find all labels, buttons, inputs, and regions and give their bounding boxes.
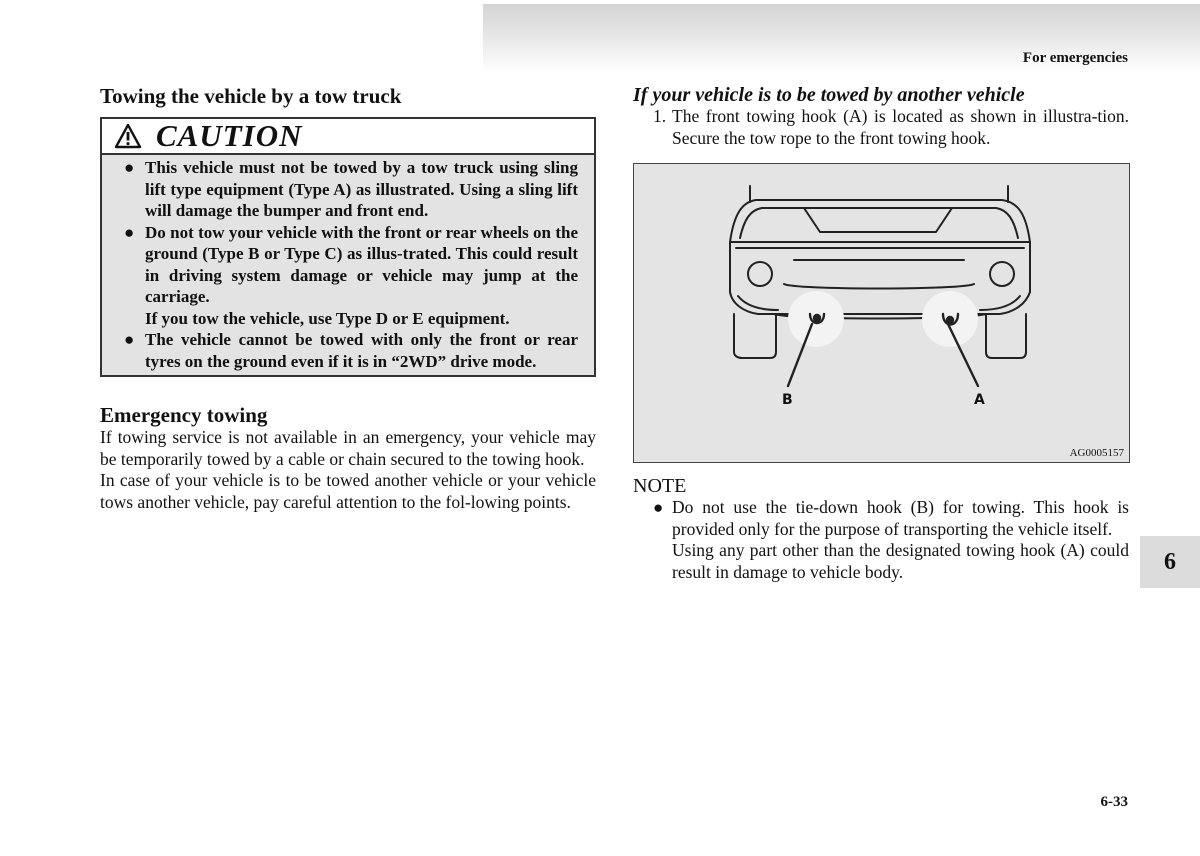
note-item-extra: Using any part other than the designated towing hook (A) could result in damage to vehicle body. bbox=[672, 540, 1129, 582]
page-number: 6-33 bbox=[1100, 794, 1128, 810]
warning-triangle-icon bbox=[114, 123, 142, 149]
caution-item bbox=[124, 222, 578, 330]
caution-list bbox=[102, 155, 594, 372]
note-title: NOTE bbox=[633, 475, 687, 497]
emergency-paragraph: If towing service is not available in an emergency, your vehicle may be temporarily towed by a cable or chain secured to the towing hook. bbox=[100, 427, 596, 469]
note-item bbox=[653, 497, 1129, 583]
vehicle-front-drawing bbox=[634, 164, 1129, 462]
caution-box bbox=[100, 117, 596, 377]
step-item bbox=[633, 106, 1129, 149]
caution-title-bar bbox=[102, 119, 594, 155]
step-text: The front towing hook (A) is located as shown in illustra-tion. Secure the tow rope to the front towing hook. bbox=[672, 106, 1129, 148]
towed-by-vehicle-title: If your vehicle is to be towed by another vehicle bbox=[633, 84, 1025, 106]
note-item-text: Do not use the tie-down hook (B) for towing. This hook is provided only for the purpose of transporting the vehicle itself. bbox=[672, 497, 1129, 539]
steps-list bbox=[633, 106, 1129, 149]
caution-item-text: Do not tow your vehicle with the front or rear wheels on the ground (Type B or Type C) as illus-trated. This could result in driving system damage or vehicle may jump at the carriage. bbox=[145, 222, 578, 306]
chapter-tab: 6 bbox=[1140, 536, 1200, 588]
caution-item-text: The vehicle cannot be towed with only the front or rear tyres on the ground even if it is in “2WD” drive mode. bbox=[145, 330, 578, 371]
right-column bbox=[633, 84, 1129, 583]
bullet-icon: ● bbox=[653, 498, 664, 517]
step-number: 1. bbox=[653, 106, 667, 126]
emergency-body bbox=[100, 427, 596, 513]
emergency-paragraph: In case of your vehicle is to be towed another vehicle or your vehicle tows another vehicle, pay careful attention to the fol-lowing points. bbox=[100, 470, 596, 512]
caution-item-text: This vehicle must not be towed by a tow truck using sling lift type equipment (Type A) as illustrated. Using a sling lift will damage the bumper and front end. bbox=[145, 158, 578, 220]
emergency-towing-heading: Emergency towing bbox=[100, 403, 268, 427]
bullet-icon: ● bbox=[124, 330, 135, 349]
towing-hook-illustration bbox=[633, 163, 1130, 463]
bullet-icon: ● bbox=[124, 222, 135, 242]
tow-truck-heading: Towing the vehicle by a tow truck bbox=[100, 84, 402, 108]
note-list bbox=[633, 497, 1129, 583]
section-label: For emergencies bbox=[1022, 50, 1128, 66]
label-b: B bbox=[782, 392, 793, 408]
caution-item-extra: If you tow the vehicle, use Type D or E equipment. bbox=[145, 308, 510, 328]
caution-word: CAUTION bbox=[156, 118, 303, 153]
label-a: A bbox=[974, 392, 985, 408]
bullet-icon: ● bbox=[124, 158, 135, 177]
caution-item bbox=[124, 157, 578, 222]
caution-item bbox=[124, 329, 578, 372]
left-column bbox=[100, 84, 596, 513]
figure-id: AG0005157 bbox=[1069, 447, 1124, 459]
